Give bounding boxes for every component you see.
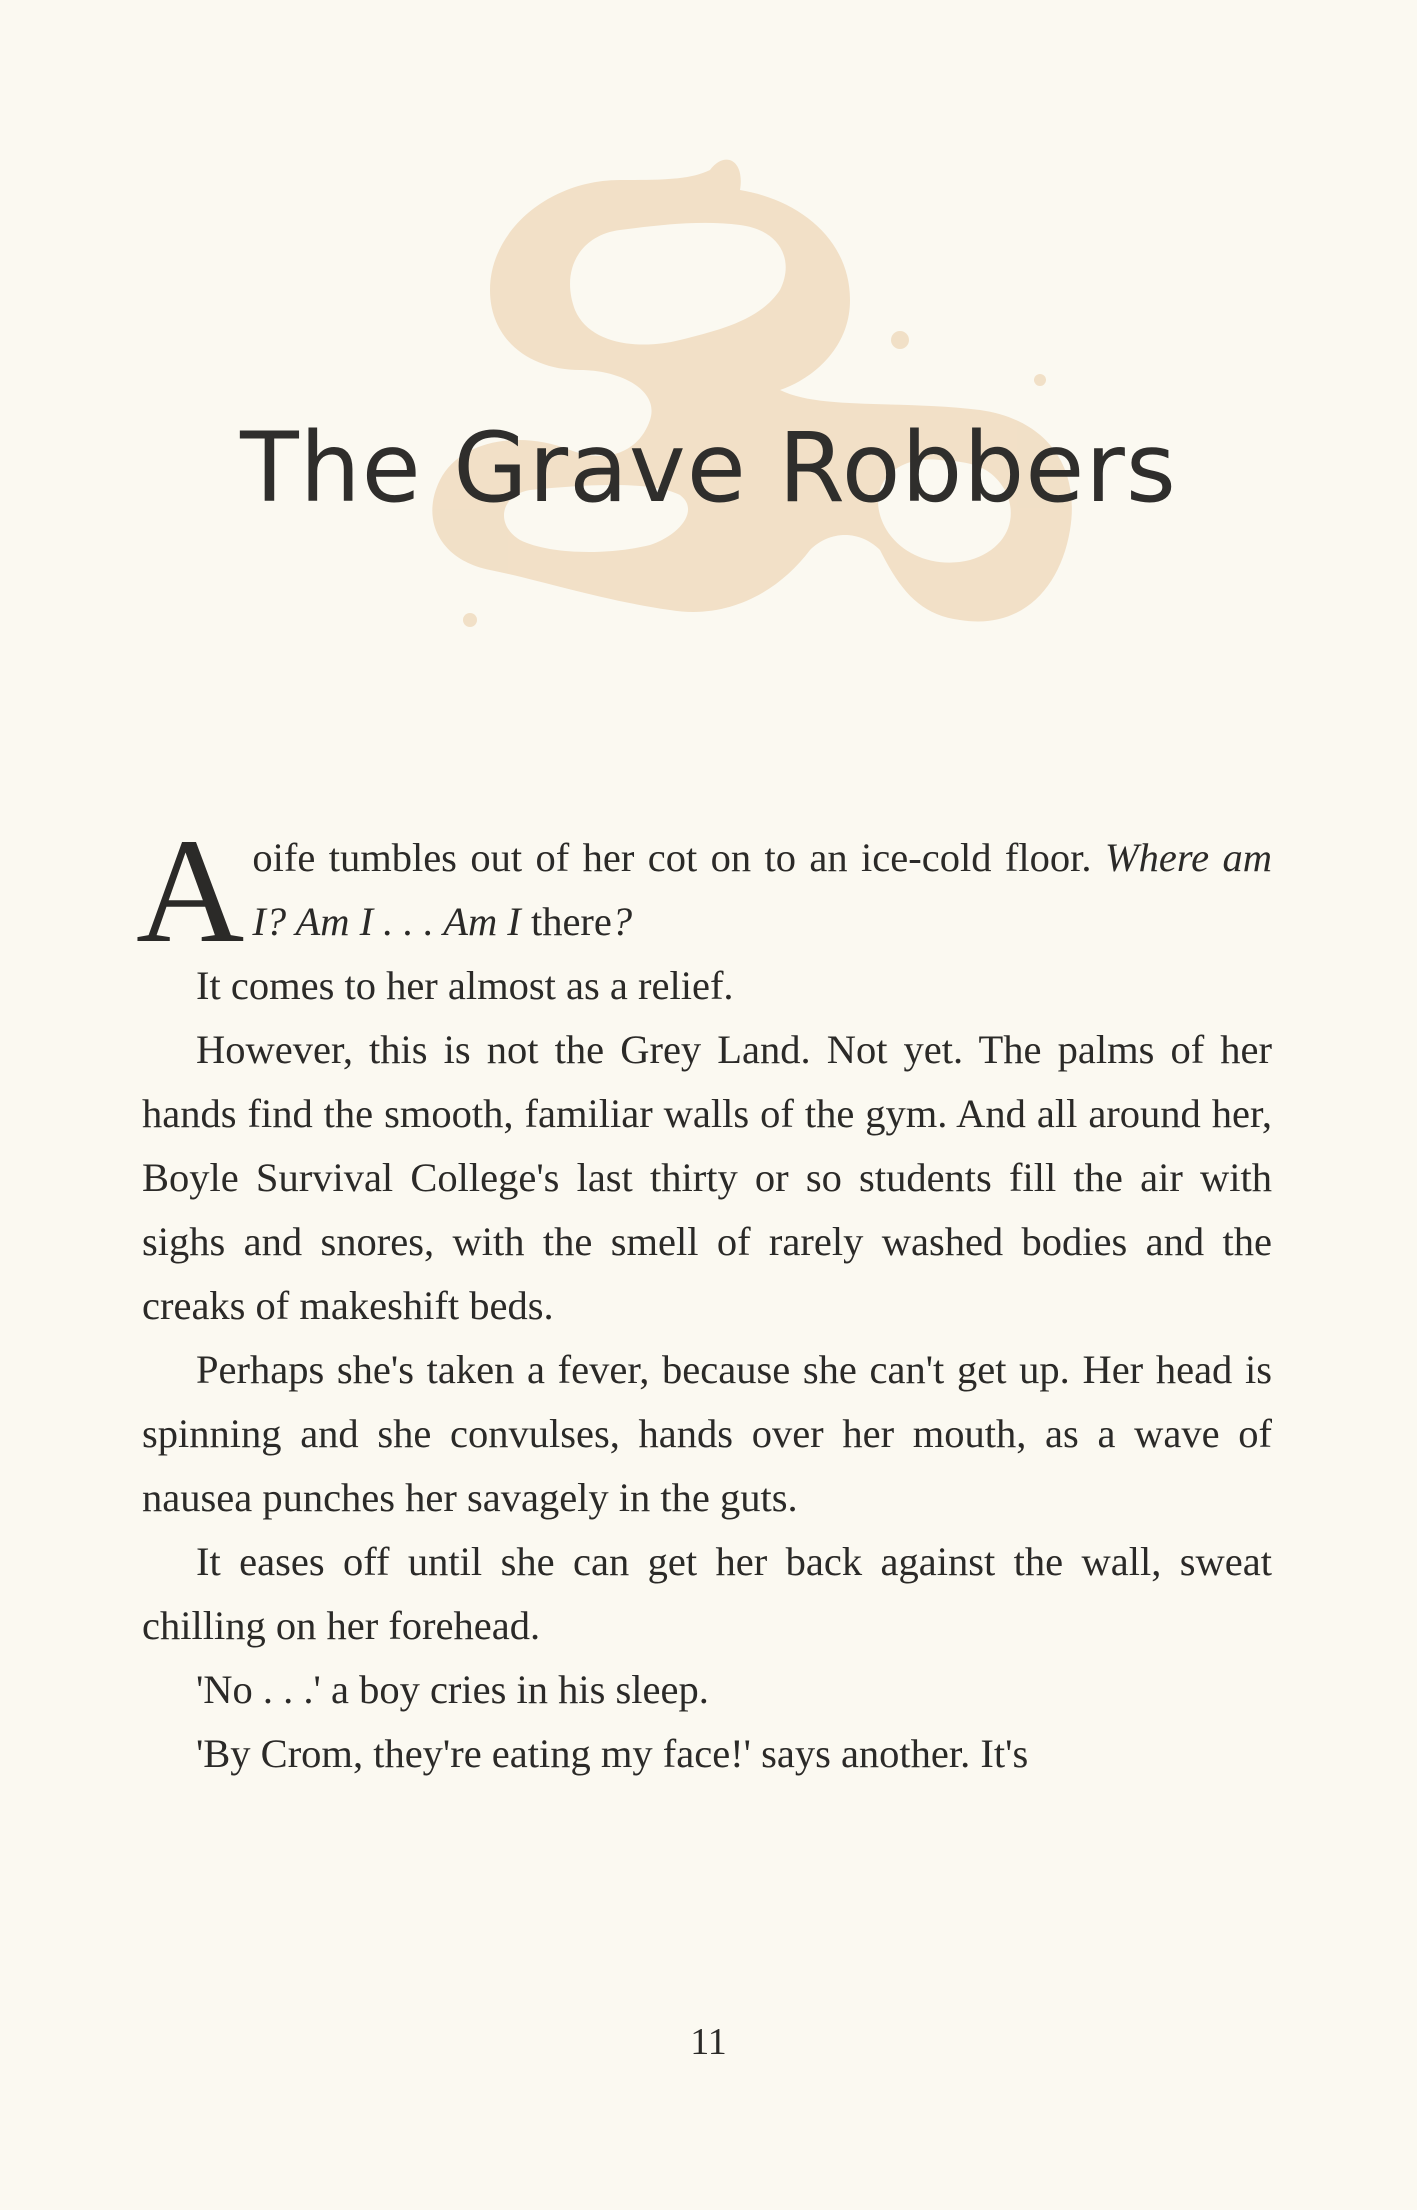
paragraph-1-italic: Where am I? Am I . . . Am I bbox=[252, 835, 1272, 944]
paragraph-2: It comes to her almost as a relief. bbox=[196, 963, 734, 1008]
paragraph-5: It eases off until she can get her back against the wall, sweat chilling on her forehead. bbox=[142, 1539, 1272, 1648]
paragraph-1-text-mid: there bbox=[520, 899, 612, 944]
chapter-body bbox=[136, 808, 1272, 1786]
paragraph-3: However, this is not the Grey Land. Not yet. The palms of her hands find the smooth, familiar walls of the gym. And all around her, Boyle Survival College's last thirty or so students fill the air with sighs and snores, with the smell of rarely washed bodies and the creaks of makeshift beds. bbox=[142, 1027, 1272, 1328]
paragraph-4: Perhaps she's taken a fever, because she can't get up. Her head is spinning and she convulses, hands over her mouth, as a wave of nausea punches her savagely in the guts. bbox=[142, 1347, 1272, 1520]
paragraph-7: 'By Crom, they're eating my face!' says another. It's bbox=[196, 1731, 1029, 1776]
chapter-title: The Grave Robbers bbox=[240, 412, 1177, 524]
paragraph-1-text: oife tumbles out of her cot on to an ice-cold floor. bbox=[252, 835, 1105, 880]
paragraph-1-italic-end: ? bbox=[611, 899, 633, 944]
paragraph-1 bbox=[136, 808, 1272, 974]
paragraph-6: 'No . . .' a boy cries in his sleep. bbox=[196, 1667, 709, 1712]
page-number: 11 bbox=[690, 2021, 727, 2063]
drop-cap: A bbox=[136, 808, 245, 974]
